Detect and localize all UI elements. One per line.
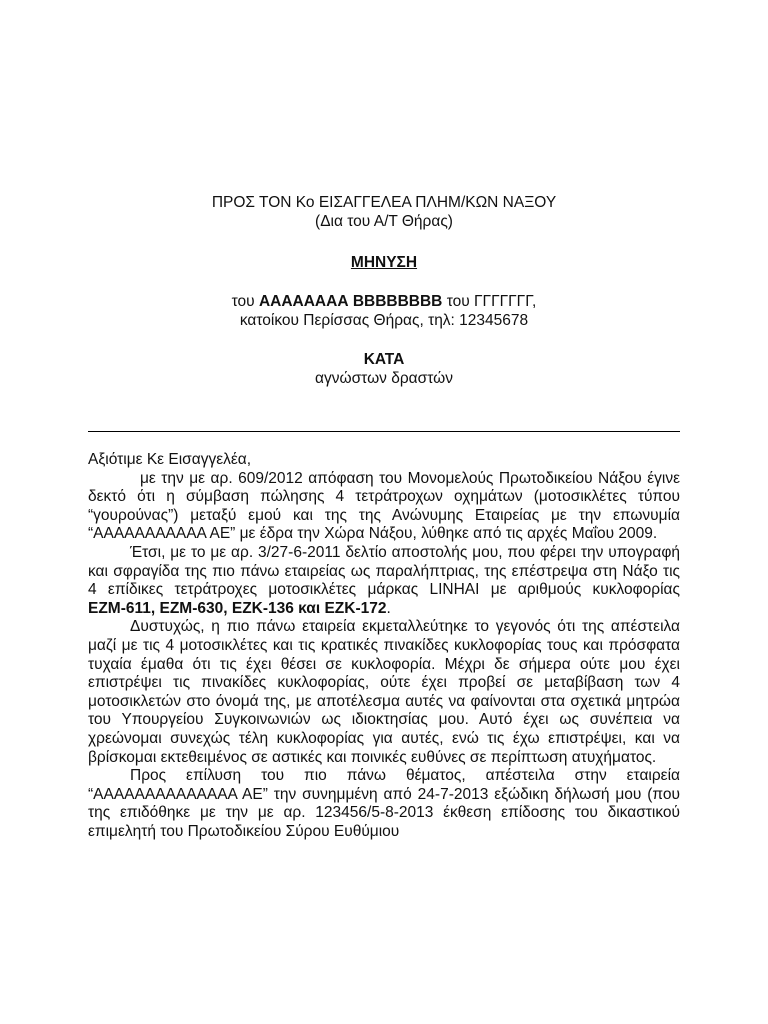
horizontal-divider (88, 431, 680, 432)
salutation: Αξιότιμε Κε Εισαγγελέα, (88, 451, 252, 468)
paragraph-2 (88, 544, 680, 618)
paragraph-2-end: . (386, 599, 391, 617)
plaintiff-address: κατοίκου Περίσσας Θήρας, τηλ: 12345678 (239, 311, 529, 329)
recipient-block (88, 194, 680, 231)
plaintiff-block (88, 293, 680, 330)
recipient-line: ΠΡΟΣ ΤΟΝ Κο ΕΙΣΑΓΓΕΛΕΑ ΠΛΗΜ/ΚΩΝ ΝΑΞΟΥ (211, 194, 557, 211)
plaintiff-name: ΑΑΑΑΑΑΑΑ ΒΒΒΒΒΒΒΒ (258, 293, 443, 310)
plaintiff-line (88, 293, 680, 312)
recipient-via-line: (Δια του Α/Τ Θήρας) (315, 212, 453, 230)
paragraph-3: Δυστυχώς, η πιο πάνω εταιρεία εκμεταλλεύτηκε το γεγονός ότι της απέστειλα μαζί με τις 4 μοτοσικλέτες και τις κρατικές πινακίδες κυκλοφορίας τους και πρόσφατα τυχαία έμαθα ότι τις έχει θέσει σε κυκλοφορία. Μέχρι δε σήμερα ούτε μου έχει επιστρέψει τις πινακίδες κυκλοφορίας, ούτε έχει προβεί σε μεταβίβαση των 4 μοτοσικλετών στο όνομά της, με αποτέλεσμα αυτές να φαίνονται στα σχετικά μητρώα του Υπουργείου Συγκοινωνιών ως ιδιοκτησίας μου. Αυτό έχει ως συνέπεια να χρεώνομαι συνεχώς τέλη κυκλοφορίας για αυτές, ενώ τις έχω επιστρέψει, και να βρίσκομαι εκτεθειμένος σε αστικές και ποινικές ευθύνες σε περίπτωση ατυχήματος. (88, 618, 680, 766)
paragraph-1: με την με αρ. 609/2012 απόφαση του Μονομελούς Πρωτοδικείου Νάξου έγινε δεκτό ότι η σύμβαση πώλησης 4 τετράτροχων οχημάτων (μοτοσικλέτες τύπου “γουρούνας”) μεταξύ εμού και της της Ανώνυμης Εταιρείας με την επωνυμία “ΑΑΑΑΑΑΑΑΑΑΑ ΑΕ” με έδρα την Χώρα Νάξου, λύθηκε από τις αρχές Μαΐου 2009. (88, 469, 680, 543)
against-block (88, 351, 680, 388)
plaintiff-prefix: του (231, 293, 255, 310)
plaintiff-suffix: του ΓΓΓΓΓΓΓ, (446, 293, 537, 310)
title-text: ΜΗΝΥΣΗ (350, 254, 418, 271)
document-title (88, 254, 680, 273)
complaint-body (88, 451, 680, 841)
paragraph-4: Προς επίλυση του πιο πάνω θέματος, απέστειλα στην εταιρεία “ΑΑΑΑΑΑΑΑΑΑΑΑΑΑ ΑΕ” την συνημμένη από 24-7-2013 εξώδικη δήλωσή μου (που της επιδόθηκε με την με αρ. 123456/5-8-2013 έκθεση επίδοσης του δικαστικού επιμελητή του Πρωτοδικείου Σύρου Ευθύμιου (88, 767, 680, 840)
defendants-line: αγνώστων δραστών (315, 369, 453, 387)
license-plates: ΕΖΜ-611, ΕΖΜ-630, ΕΖΚ-136 και ΕΖΚ-172 (88, 599, 387, 617)
against-label: ΚΑΤΑ (363, 351, 405, 368)
paragraph-2-text: Έτσι, με το με αρ. 3/27-6-2011 δελτίο αποστολής μου, που φέρει την υπογραφή και σφραγίδα της πιο πάνω εταιρείας ως παραλήπτριας, της επέστρεψα στη Νάξο τις 4 επίδικες τετράτροχες μοτοσικλέτες μάρκας LINHAI με αριθμούς κυκλοφορίας (88, 543, 680, 599)
